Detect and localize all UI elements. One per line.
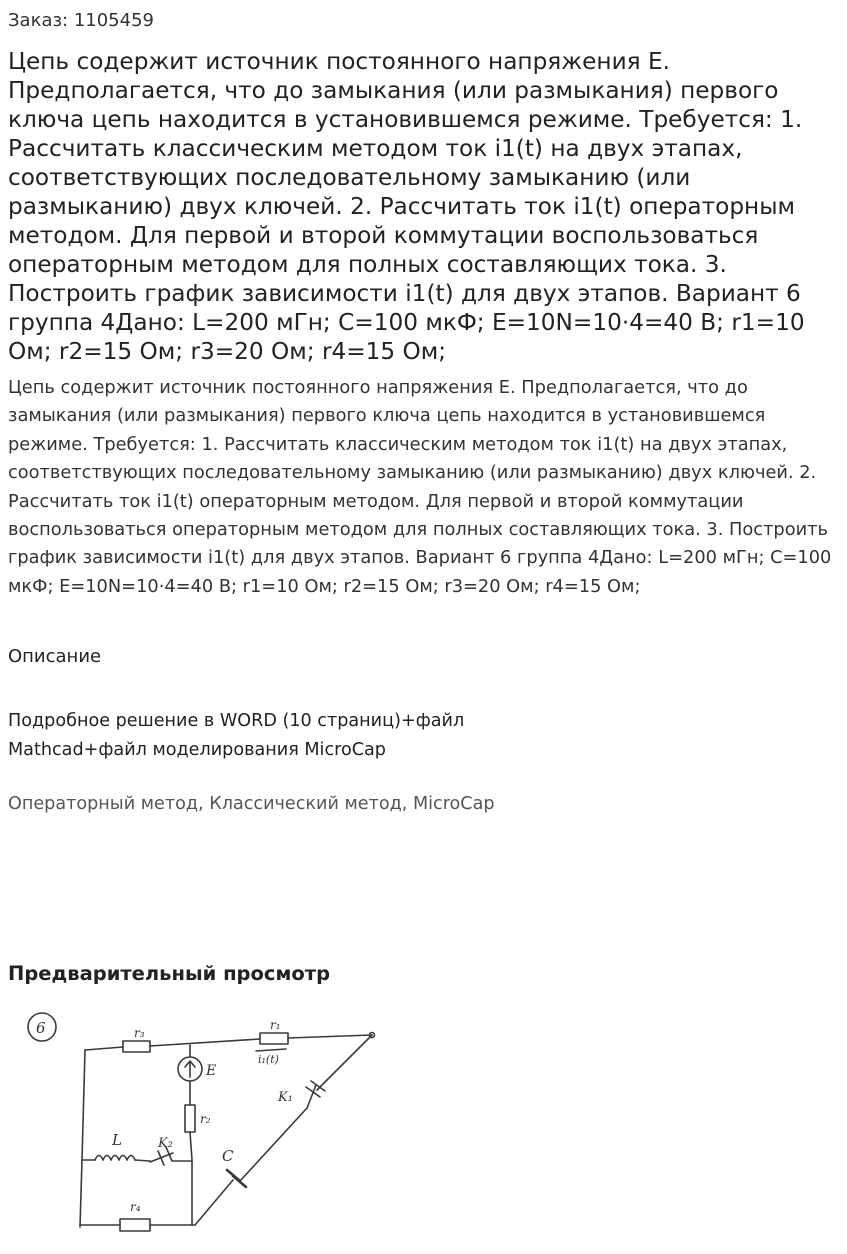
problem-text: Цепь содержит источник постоянного напряжения E. Предполагается, что до замыкания (или размыкания) первого ключа цепь находится в установившемся режиме. Требуется: 1. Рассчитать классическим методом ток i1(t) на двух этапах, соответствующих последовательному замыканию (или размыканию) двух ключей. 2. Рассчитать ток i1(t) операторным методом. Для первой и второй коммутации воспользоваться операторным методом для полных составляющих тока. 3. Построить график зависимости i1(t) для двух этапов. Вариант 6 группа 4Дано: L=200 мГн; C=100 мкФ; E=10N=10·4=40 В; r1=10 Ом; r2=15 Ом; r3=20 Ом; r4=15 Ом;	[8, 377, 832, 597]
label-e: E	[206, 1063, 217, 1079]
wire	[195, 1180, 233, 1225]
label-r3: r₃	[134, 1026, 145, 1040]
resistor-r3	[123, 1041, 150, 1052]
wire	[190, 1132, 192, 1225]
label-r4: r₄	[130, 1200, 141, 1214]
current-arrow-line	[256, 1049, 286, 1051]
tag-separator: ,	[401, 794, 413, 814]
label-l: L	[112, 1131, 122, 1149]
preview-heading: Предварительный просмотр	[8, 962, 331, 985]
order-number: Заказ: 1105459	[8, 10, 154, 31]
wire	[85, 1047, 123, 1050]
label-k1: K₁	[278, 1090, 293, 1105]
wire	[317, 1035, 372, 1090]
circuit-schematic	[20, 1005, 380, 1245]
wire	[240, 1108, 307, 1181]
source-arrow-icon	[185, 1061, 195, 1077]
label-r2: r₂	[200, 1112, 211, 1126]
wire	[288, 1035, 372, 1038]
tag-separator: ,	[198, 794, 210, 814]
circuit-preview-image	[20, 1005, 380, 1245]
inductor-l	[95, 1156, 135, 1161]
resistor-r4	[120, 1219, 150, 1231]
resistor-r2	[185, 1105, 195, 1132]
label-k2: K₂	[158, 1136, 173, 1151]
tag-list	[8, 794, 495, 814]
switch-k1-mark	[306, 1081, 325, 1097]
tag-link[interactable]: Операторный метод	[8, 794, 199, 814]
label-c: C	[222, 1147, 234, 1165]
variant-number: 6	[36, 1019, 46, 1037]
tag-link[interactable]: Классический метод	[209, 794, 402, 814]
label-i1: i₁(t)	[258, 1053, 279, 1066]
description-label: Описание	[8, 646, 102, 667]
problem-heading: Цепь содержит источник постоянного напряжения E. Предполагается, что до замыкания (или размыкания) первого ключа цепь находится в установившемся режиме. Требуется: 1. Рассчитать классическим методом ток i1(t) на двух этапах, соответствующих последовательному замыканию (или размыканию) двух ключей. 2. Рассчитать ток i1(t) операторным методом. Для первой и второй коммутации воспользоваться операторным методом для полных составляющих тока. 3. Построить график зависимости i1(t) для двух этапов. Вариант 6 группа 4Дано: L=200 мГн; C=100 мкФ; E=10N=10·4=40 В; r1=10 Ом; r2=15 Ом; r3=20 Ом; r4=15 Ом;	[8, 48, 805, 365]
description-text: Подробное решение в WORD (10 страниц)+файл Mathcad+файл моделирования MicroCap	[8, 711, 465, 760]
tag-link[interactable]: MicroCap	[412, 794, 495, 814]
wire	[80, 1050, 85, 1227]
wire	[150, 1039, 260, 1046]
wire	[135, 1160, 150, 1161]
resistor-r1	[260, 1033, 288, 1044]
label-r1: r₁	[270, 1018, 281, 1032]
